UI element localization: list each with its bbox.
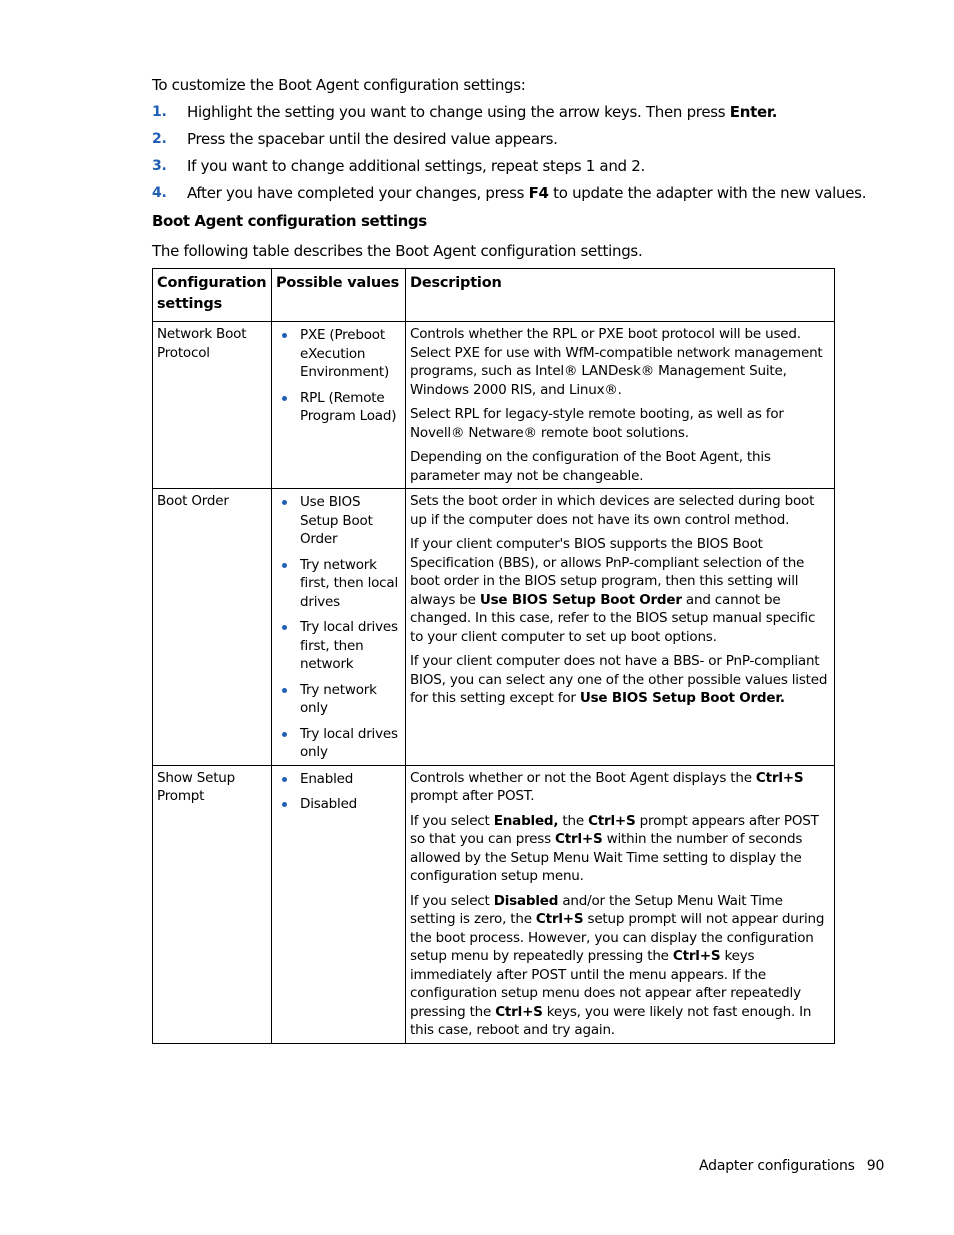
page-footer [699,1158,884,1174]
table-row [153,765,835,1043]
possible-values-cell [272,322,406,489]
value-item: Try network first, then local drives [276,556,401,612]
bullet-icon [282,500,287,505]
description-paragraph: Controls whether the RPL or PXE boot protocol will be used. Select PXE for use with WfM-compatible network management programs, such as Intel® LANDesk® Management Suite, Windows 2000 RIS, and Linux®. [410,326,823,398]
values-list [276,326,401,426]
value-item: Enabled [276,770,401,789]
step-item [152,103,852,130]
possible-values-cell [272,765,406,1043]
description-paragraph: Depending on the configuration of the Boot Agent, this parameter may not be changeable. [410,449,771,484]
bullet-icon [282,625,287,630]
table-header-row [153,269,835,322]
description-paragraph: If you select Disabled and/or the Setup Menu Wait Time setting is zero, the Ctrl+S setup prompt will not appear during the boot process. However, you can display the configuration setup menu by repeatedly pressing the Ctrl+S keys immediately after POST until the menu appears. If the configuration setup menu does not appear after repeatedly pressing the Ctrl+S keys, you were likely not fast enough. In this case, reboot and try again. [410,892,825,1038]
table-row [153,322,835,489]
step-text: If you want to change additional settings, repeat steps 1 and 2. [187,157,645,175]
footer-section-name: Adapter configurations [699,1158,855,1174]
bullet-icon [282,333,287,338]
value-item: RPL (Remote Program Load) [276,389,401,426]
step-item [152,130,852,157]
value-item: Try local drives first, then network [276,618,401,674]
bullet-icon [282,732,287,737]
header-configuration-settings: Configuration settings [153,269,272,322]
bullet-icon [282,688,287,693]
steps-list [152,103,867,211]
description-paragraph: If your client computer's BIOS supports the BIOS Boot Specification (BBS), or allows PnP-compliant selection of the boot order in the BIOS setup program, then this setting will always be Use BIOS Setup Boot Order and cannot be changed. In this case, refer to the BIOS setup manual specific to your client computer to set up boot options. [410,536,816,645]
description-paragraph: Controls whether or not the Boot Agent displays the Ctrl+S prompt after POST. [410,769,804,804]
step-item [152,184,867,211]
description-cell [406,489,835,766]
header-possible-values: Possible values [272,269,406,322]
description-paragraph: If you select Enabled, the Ctrl+S prompt appears after POST so that you can press Ctrl+S within the number of seconds allowed by the Setup Menu Wait Time setting to display the configuration setup menu. [410,812,819,884]
value-item: Disabled [276,795,401,814]
setting-name-cell: Network Boot Protocol [153,322,272,489]
step-number: 4. [152,185,167,201]
section-heading: Boot Agent configuration settings [152,212,427,230]
bullet-icon [282,563,287,568]
table-intro-text: The following table describes the Boot Agent configuration settings. [152,242,643,260]
step-number: 3. [152,158,167,174]
step-text: Highlight the setting you want to change using the arrow keys. Then press Enter. [187,103,778,121]
intro-text: To customize the Boot Agent configuration settings: [152,76,526,94]
step-number: 1. [152,104,167,120]
boot-agent-settings-table [152,268,835,1044]
setting-name-cell: Show Setup Prompt [153,765,272,1043]
description-paragraph: If your client computer does not have a BBS- or PnP-compliant BIOS, you can select any one of the other possible values listed for this setting except for Use BIOS Setup Boot Order. [410,653,828,706]
step-text: Press the spacebar until the desired value appears. [187,130,558,148]
description-cell [406,322,835,489]
value-item: Try local drives only [276,725,401,762]
step-text: After you have completed your changes, press F4 to update the adapter with the new values. [187,184,867,202]
description-paragraph: Sets the boot order in which devices are selected during boot up if the computer does not have its own control method. [410,493,815,528]
possible-values-cell [272,489,406,766]
value-item: Try network only [276,681,401,718]
header-description: Description [406,269,835,322]
bullet-icon [282,777,287,782]
value-item: Use BIOS Setup Boot Order [276,493,401,549]
value-item: PXE (Preboot eXecution Environment) [276,326,401,382]
values-list [276,770,401,814]
values-list [276,493,401,762]
bullet-icon [282,802,287,807]
table-row [153,489,835,766]
step-number: 2. [152,131,167,147]
description-cell [406,765,835,1043]
setting-name-cell: Boot Order [153,489,272,766]
step-item [152,157,852,184]
page-number: 90 [866,1158,885,1174]
bullet-icon [282,396,287,401]
description-paragraph: Select RPL for legacy-style remote booting, as well as for Novell® Netware® remote boot solutions. [410,406,784,441]
